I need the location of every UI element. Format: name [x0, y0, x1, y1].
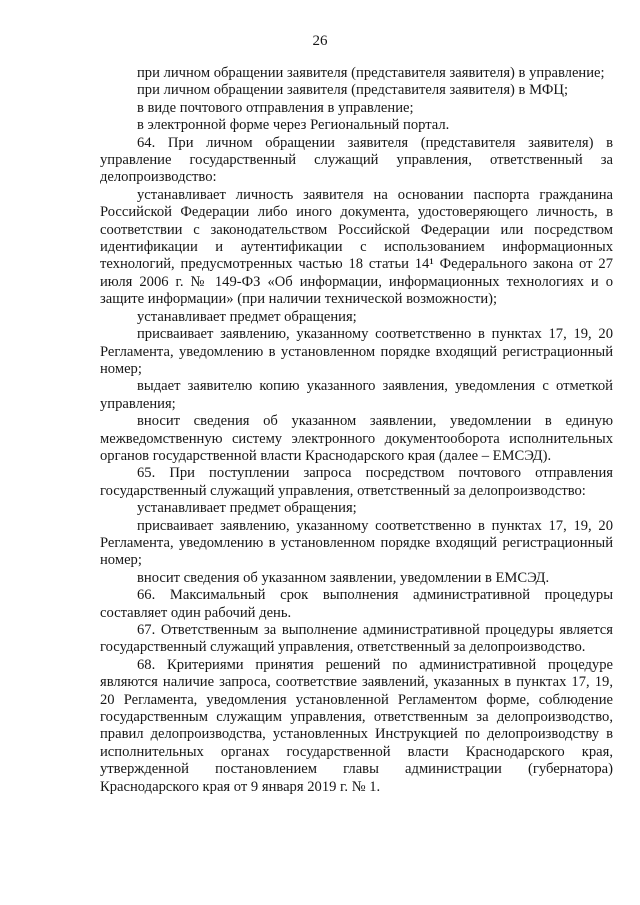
paragraph: в виде почтового отправления в управление; — [137, 99, 414, 116]
paragraph: 64. При личном обращении заявителя (представителя заявителя) в управление государственный служащий управления, ответственный за делопроизводство: — [100, 134, 613, 186]
paragraph: 66. Максимальный срок выполнения административной процедуры составляет один рабочий день. — [100, 587, 613, 621]
paragraph: 65. При поступлении запроса посредством почтового отправления государственный служащий управления, ответственный за делопроизводство: — [100, 465, 613, 499]
paragraph: присваивает заявлению, указанному соответственно в пунктах 17, 19, 20 Регламента, уведомлению в установленном порядке входящий регистрационный номер; — [100, 326, 613, 377]
page-number: 26 — [312, 33, 328, 49]
paragraph: 68. Критериями принятия решений по административной процедуре являются наличие запроса, соответствие заявлений, указанных в пунктах 17, 19, 20 Регламента, уведомления установленной Регламентом форме, соблюдение государственным служащим управления, ответственным за делопроизводство, правил делопроизводства, установленных Инструкцией по делопроизводству в исполнительных органах государственной власти Краснодарского края, утвержденной постановлением главы администрации (губернатора) Краснодарского края от 9 января 2019 г. № 1. — [100, 656, 613, 795]
paragraph: вносит сведения об указанном заявлении, уведомлении в единую межведомственную систему электронного документооборота исполнительных органов государственной власти Краснодарского края (далее – ЕМСЭД). — [100, 413, 613, 464]
paragraph: выдает заявителю копию указанного заявления, уведомления с отметкой управления; — [100, 378, 613, 412]
paragraph: в электронной форме через Региональный портал. — [137, 117, 450, 134]
paragraph: устанавливает личность заявителя на основании паспорта гражданина Российской Федерации либо иного документа, удостоверяющего личность, в соответствии с законодательством Российской Федерации или посредством идентификации и аутентификации с использованием информационных технологий, предусмотренных частью 18 статьи 14¹ Федерального закона от 27 июля 2006 г. № 149-ФЗ «Об информации, информационных технологиях и о защите информации» (при наличии технической возможности); — [100, 186, 613, 308]
paragraph: вносит сведения об указанном заявлении, уведомлении в ЕМСЭД. — [137, 569, 550, 586]
paragraph: 67. Ответственным за выполнение административной процедуры является государственный служащий управления, ответственный за делопроизводство. — [100, 622, 613, 656]
paragraph: устанавливает предмет обращения; — [137, 500, 357, 517]
document-body — [100, 65, 613, 796]
paragraph: при личном обращении заявителя (представителя заявителя) в управление; — [137, 65, 605, 81]
paragraph: при личном обращении заявителя (представителя заявителя) в МФЦ; — [137, 82, 568, 99]
paragraph: присваивает заявлению, указанному соответственно в пунктах 17, 19, 20 Регламента, уведомлению в установленном порядке входящий регистрационный номер; — [100, 517, 613, 569]
paragraph: устанавливает предмет обращения; — [137, 308, 357, 325]
